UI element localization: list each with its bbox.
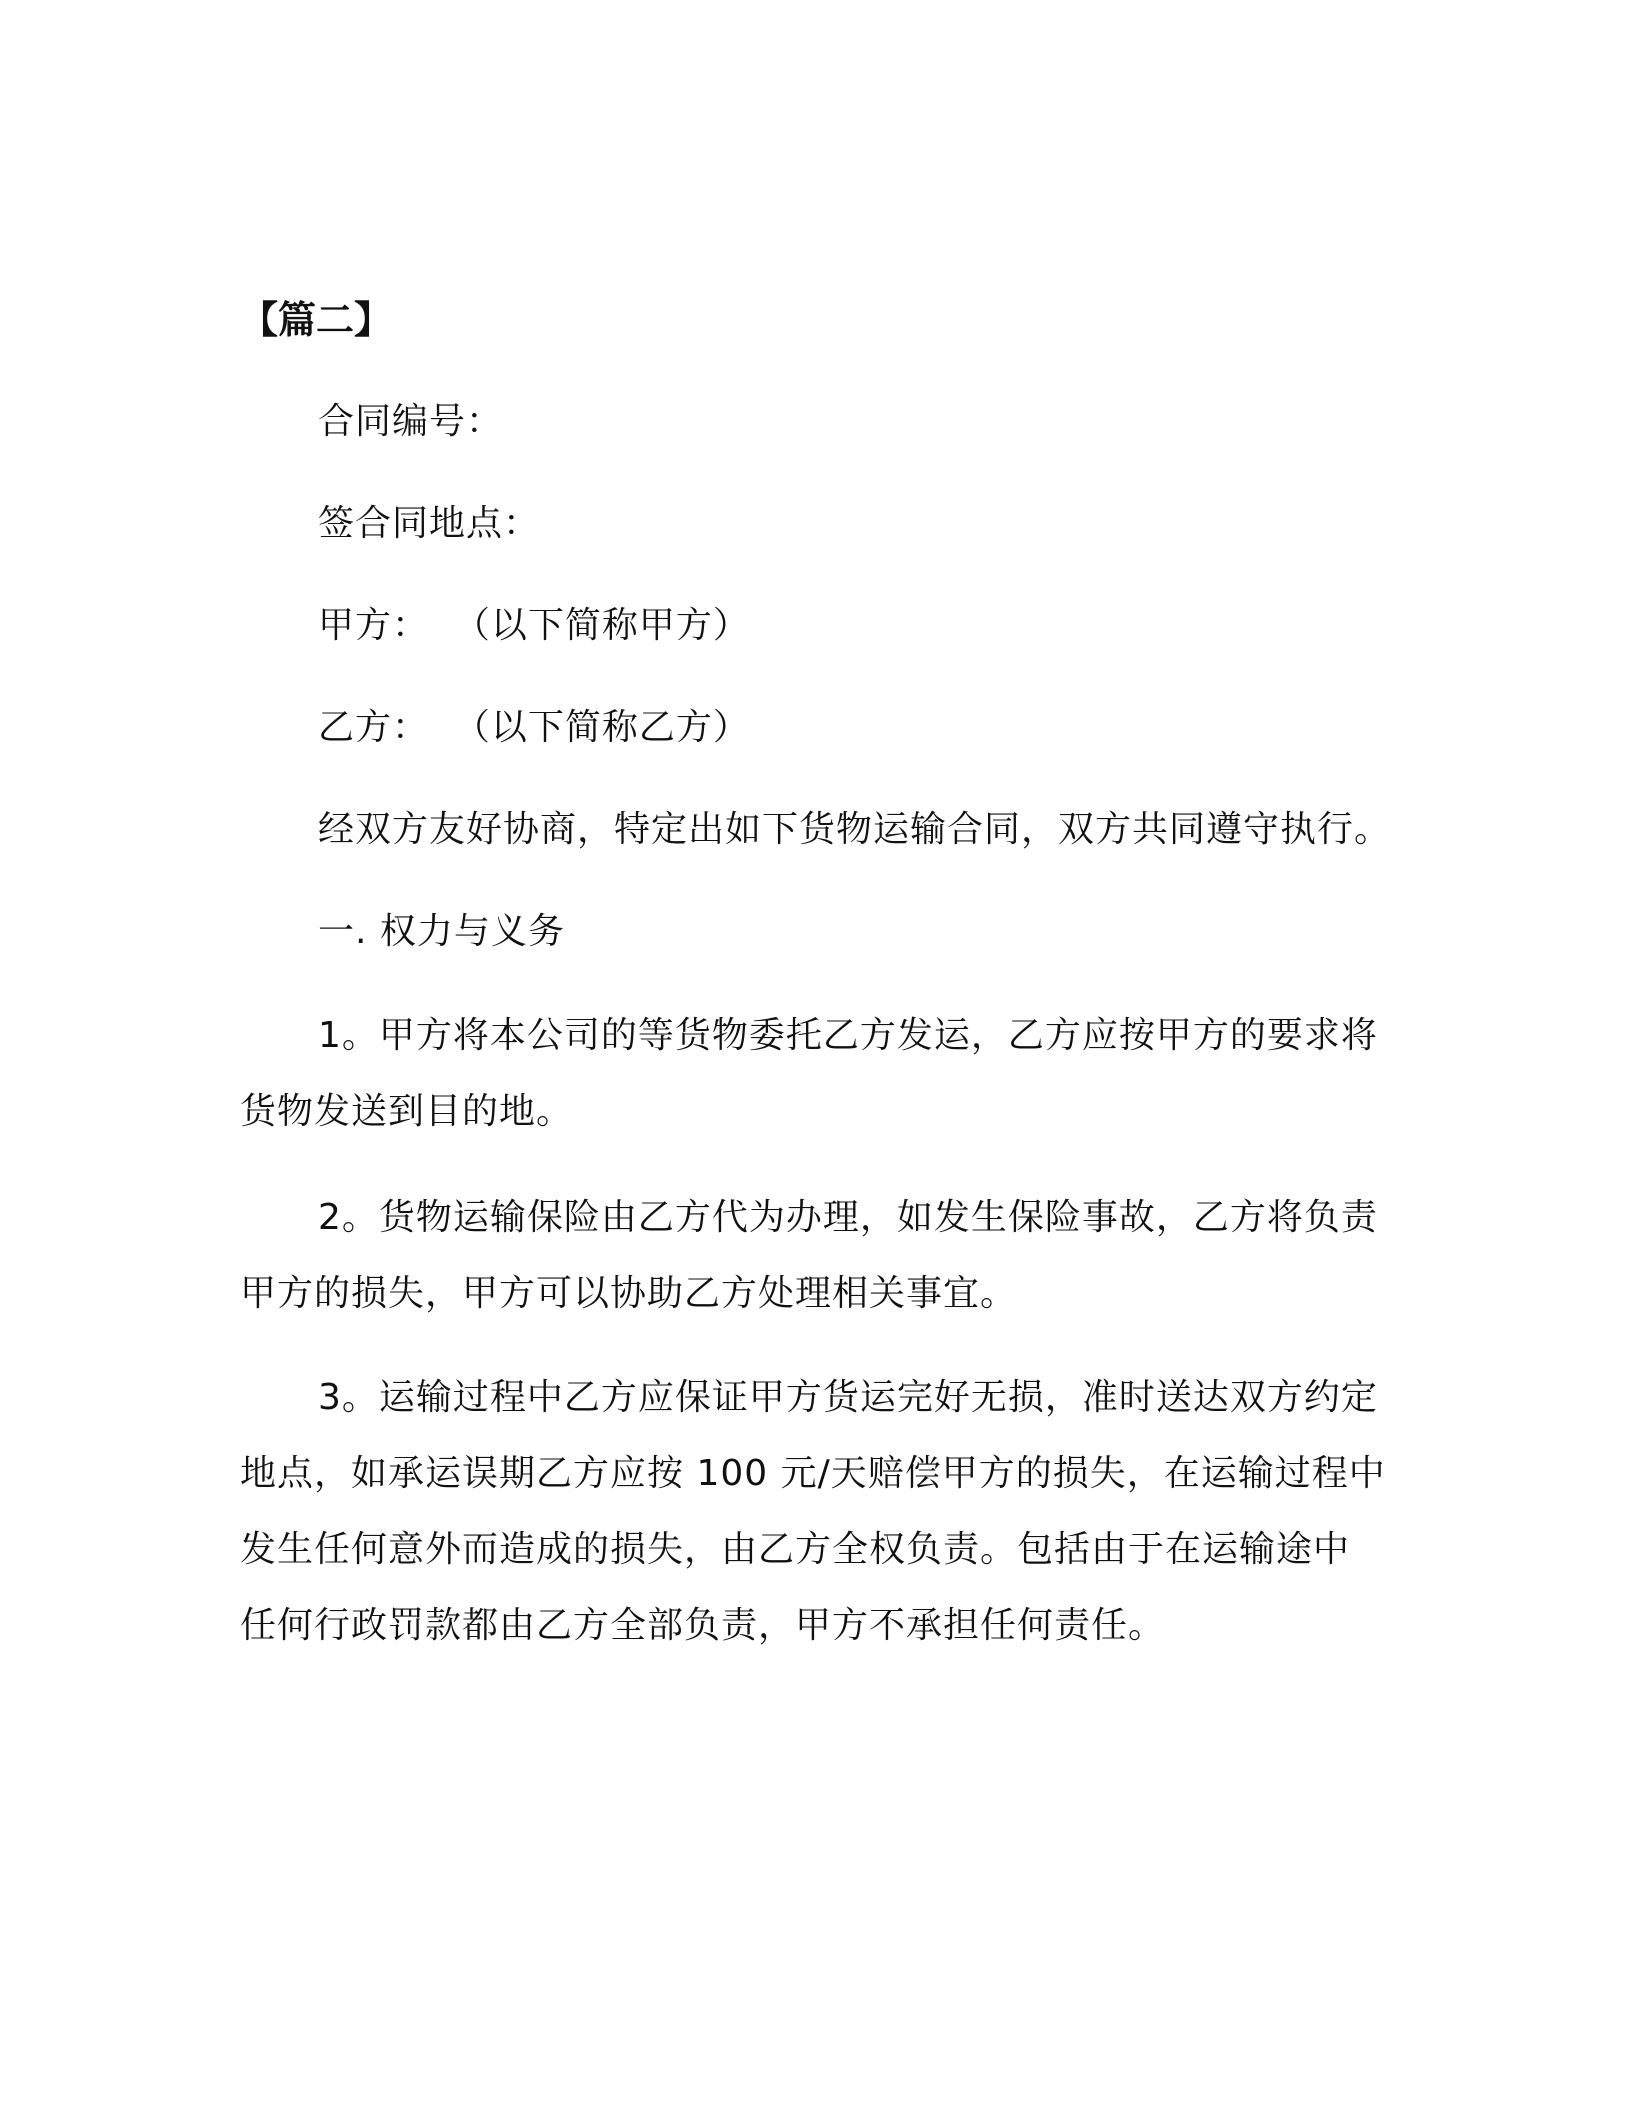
clause-1 (240, 998, 1390, 1150)
clause-3-line-4: 任何行政罚款都由乙方全部负责，甲方不承担任何责任。 (240, 1605, 1166, 1646)
contract-number-label: 合同编号： (318, 401, 504, 442)
clause-2 (240, 1180, 1390, 1332)
signing-place-label: 签合同地点： (318, 503, 541, 544)
party-a-line: 甲方： （以下简称甲方） (318, 605, 750, 646)
clause-3-line-1: 3。运输过程中乙方应保证甲方货运完好无损，准时送达双方约定 (318, 1377, 1378, 1418)
clause-3 (240, 1360, 1390, 1664)
clause-2-line-1: 2。货物运输保险由乙方代为办理，如发生保险事故，乙方将负责 (318, 1197, 1378, 1238)
intro-sentence: 经双方友好协商，特定出如下货物运输合同，双方共同遵守执行。 (318, 809, 1392, 850)
clause-2-line-2: 甲方的损失，甲方可以协助乙方处理相关事宜。 (240, 1273, 1018, 1314)
clause-3-line-2: 地点，如承运误期乙方应按 100 元/天赔偿甲方的损失，在运输过程中 (240, 1453, 1386, 1494)
section-heading: 【篇二】 (240, 298, 393, 342)
clause-1-line-1: 1。甲方将本公司的等货物委托乙方发运，乙方应按甲方的要求将 (318, 1015, 1378, 1056)
clause-1-line-2: 货物发送到目的地。 (240, 1091, 574, 1132)
clause-3-line-3: 发生任何意外而造成的损失，由乙方全权负责。包括由于在运输途中 (240, 1529, 1351, 1570)
party-b-line: 乙方： （以下简称乙方） (318, 707, 750, 748)
section-one-heading: 一. 权力与义务 (318, 911, 565, 952)
